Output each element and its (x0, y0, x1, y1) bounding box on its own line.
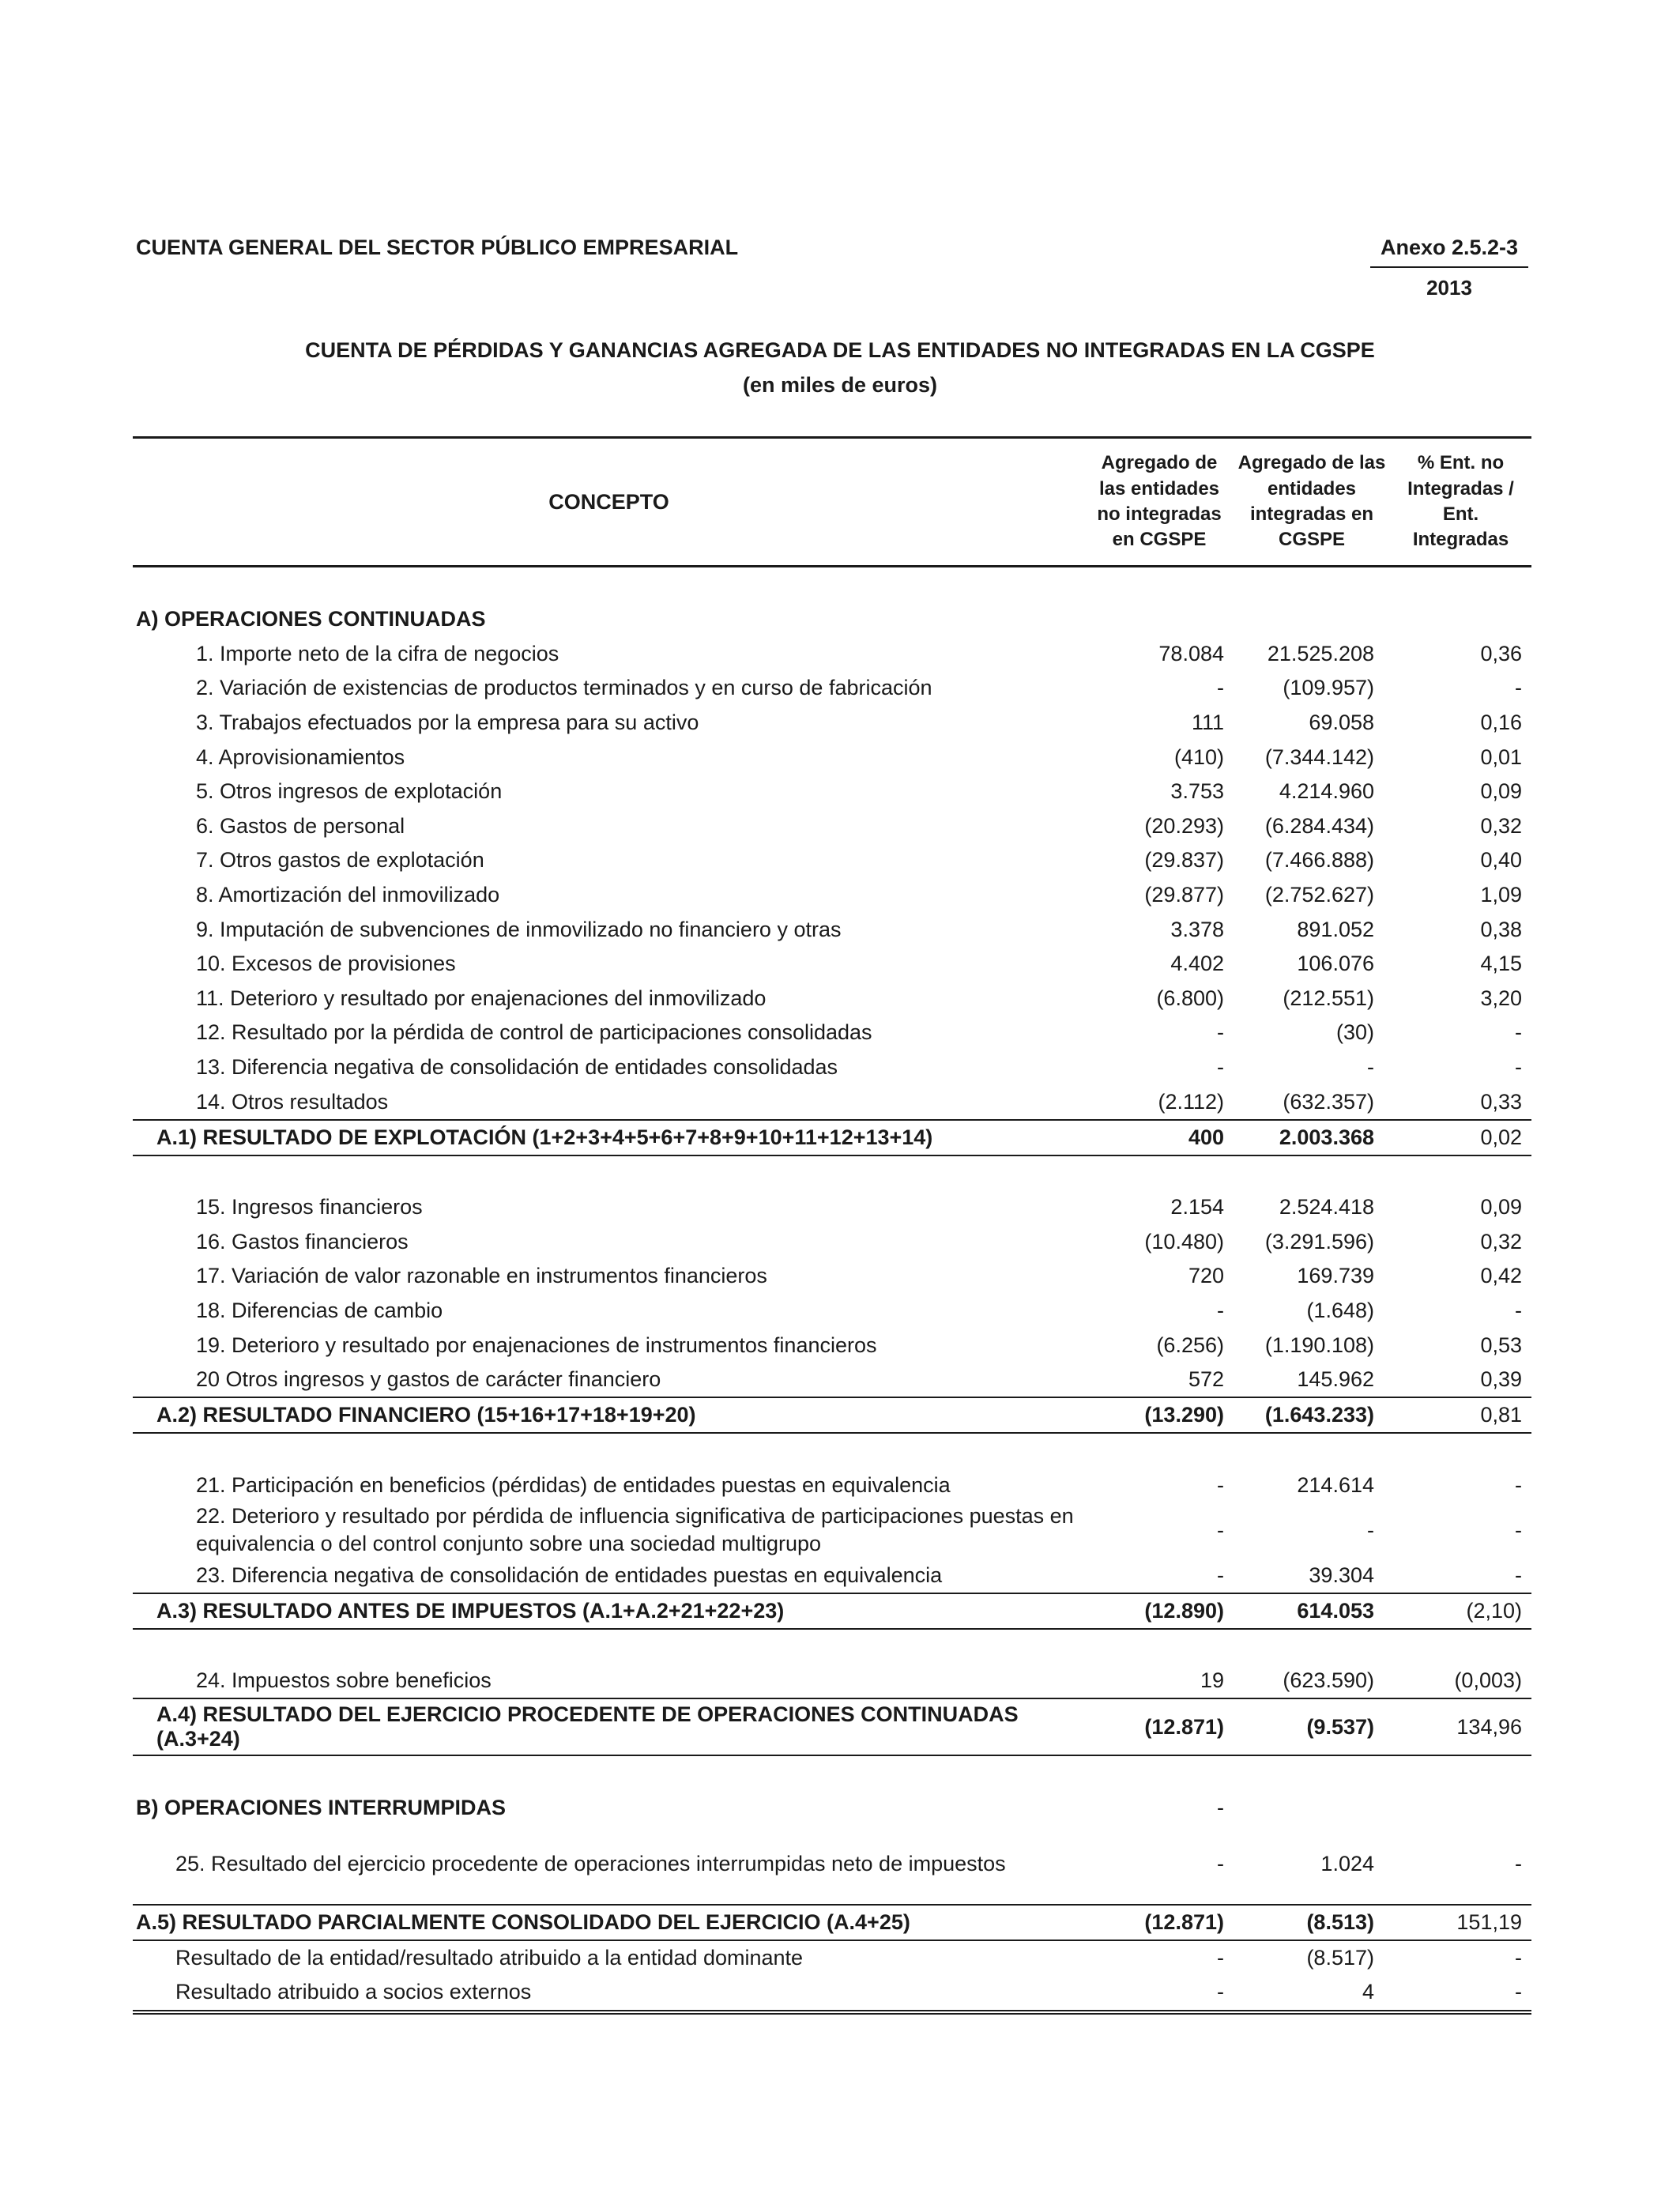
row-label: 14. Otros resultados (196, 1089, 389, 1114)
annex-label: Anexo 2.5.2-3 (1370, 236, 1528, 268)
column-header-percentage: % Ent. no Integradas / Ent. Integradas (1390, 438, 1531, 567)
table-row (133, 1468, 1531, 1502)
value-integrated: 106.076 (1297, 952, 1374, 976)
value-non-integrated: 111 (1191, 711, 1224, 735)
value-percentage: 3,20 (1480, 986, 1522, 1010)
value-integrated: 4 (1234, 1975, 1390, 2012)
value-percentage: 0,40 (1480, 848, 1522, 873)
column-header-integrated: Agregado de las entidades integradas en CGSPE (1234, 438, 1390, 567)
table-row (133, 1664, 1531, 1699)
total-percentage: 151,19 (1390, 1905, 1531, 1940)
value-non-integrated: - (1217, 1020, 1224, 1045)
value-percentage: - (1515, 1517, 1522, 1542)
value-integrated: (3.291.596) (1264, 1229, 1374, 1253)
section-value: - (1217, 1795, 1224, 1819)
table-row (133, 1016, 1531, 1050)
value-integrated: - (1367, 1054, 1374, 1079)
value-non-integrated: 78.084 (1158, 641, 1224, 665)
total-non-integrated: 400 (1085, 1120, 1234, 1155)
value-non-integrated: 3.753 (1170, 779, 1224, 804)
value-integrated: (7.466.888) (1264, 848, 1374, 873)
value-percentage: 1,09 (1480, 883, 1522, 907)
table-row (133, 1847, 1531, 1882)
section-title: B) OPERACIONES INTERRUMPIDAS (136, 1795, 507, 1819)
value-percentage: - (1515, 1563, 1522, 1587)
table-row (133, 843, 1531, 878)
value-percentage: 0,33 (1480, 1089, 1522, 1114)
value-percentage: - (1515, 1945, 1522, 1970)
row-label: 4. Aprovisionamientos (196, 745, 405, 769)
value-percentage: - (1515, 1298, 1522, 1322)
value-percentage: 0,36 (1480, 641, 1522, 665)
report-header: CUENTA GENERAL DEL SECTOR PÚBLICO EMPRESARIAL (136, 236, 739, 259)
total-percentage: (2,10) (1390, 1593, 1531, 1629)
value-integrated: (632.357) (1283, 1089, 1374, 1114)
value-percentage: 0,16 (1480, 711, 1522, 735)
value-percentage: 0,42 (1480, 1264, 1522, 1288)
value-non-integrated: (410) (1173, 745, 1224, 769)
column-header-concept: CONCEPTO (133, 438, 1085, 567)
value-non-integrated: - (1217, 1563, 1224, 1587)
value-integrated: (7.344.142) (1264, 745, 1374, 769)
table-row (133, 1225, 1531, 1260)
section-row (133, 1790, 1531, 1825)
total-integrated: 614.053 (1234, 1593, 1390, 1629)
value-non-integrated: (2.112) (1158, 1089, 1224, 1114)
total-non-integrated: (12.871) (1085, 1698, 1234, 1755)
table-header-row (133, 438, 1531, 567)
total-integrated: (9.537) (1234, 1698, 1390, 1755)
table-row (133, 1558, 1531, 1593)
row-label: Resultado de la entidad/resultado atribuido a la entidad dominante (175, 1945, 804, 1970)
row-label: 9. Imputación de subvenciones de inmovilizado no financiero y otras (196, 917, 842, 941)
value-integrated: - (1367, 1517, 1374, 1542)
table-row (133, 671, 1531, 706)
value-non-integrated: - (1217, 1852, 1224, 1876)
value-non-integrated: (29.837) (1144, 848, 1224, 873)
value-non-integrated: 19 (1200, 1668, 1224, 1693)
row-label: 15. Ingresos financieros (196, 1195, 423, 1220)
value-integrated: (109.957) (1283, 676, 1374, 700)
value-integrated: 169.739 (1297, 1264, 1374, 1288)
value-non-integrated: (6.800) (1156, 986, 1224, 1010)
value-non-integrated: - (1217, 676, 1224, 700)
row-label: 22. Deterioro y resultado por pérdida de influencia significativa de participaciones puestas en equivalencia o del control conjunto sobre una sociedad multigrupo (196, 1504, 1074, 1556)
value-percentage: 0,09 (1480, 779, 1522, 804)
value-non-integrated: 572 (1188, 1367, 1224, 1392)
value-integrated: 39.304 (1309, 1563, 1374, 1587)
row-label: 8. Amortización del inmovilizado (196, 883, 500, 907)
total-label: A.3) RESULTADO ANTES DE IMPUESTOS (A.1+A.2+21+22+23) (133, 1593, 1085, 1629)
value-integrated: (623.590) (1283, 1668, 1374, 1693)
value-non-integrated: 3.378 (1170, 917, 1224, 941)
value-integrated: 69.058 (1309, 711, 1374, 735)
row-label: 3. Trabajos efectuados por la empresa para su activo (196, 711, 699, 735)
total-row (133, 1698, 1531, 1755)
row-label: 10. Excesos de provisiones (196, 952, 456, 976)
table-row (133, 1363, 1531, 1398)
total-integrated: (8.513) (1234, 1905, 1390, 1940)
annex-year: 2013 (1426, 276, 1472, 300)
value-percentage: - (1515, 676, 1522, 700)
value-percentage: - (1390, 1975, 1531, 2012)
row-label: 19. Deterioro y resultado por enajenaciones de instrumentos financieros (196, 1333, 877, 1357)
document-title: CUENTA DE PÉRDIDAS Y GANANCIAS AGREGADA DE LAS ENTIDADES NO INTEGRADAS EN LA CGSPE (305, 338, 1375, 362)
total-percentage: 0,02 (1390, 1120, 1531, 1155)
value-non-integrated: - (1217, 1517, 1224, 1542)
value-non-integrated: 2.154 (1170, 1195, 1224, 1220)
table-row (133, 1259, 1531, 1294)
section-title: A) OPERACIONES CONTINUADAS (136, 607, 486, 631)
value-integrated: 4.214.960 (1279, 779, 1374, 804)
total-non-integrated: (12.871) (1085, 1905, 1234, 1940)
annex-block (1370, 236, 1528, 300)
value-integrated: (1.648) (1306, 1298, 1374, 1322)
row-label: 25. Resultado del ejercicio procedente de operaciones interrumpidas neto de impuestos (175, 1852, 1006, 1876)
total-percentage: 0,81 (1390, 1397, 1531, 1433)
column-header-non-integrated: Agregado de las entidades no integradas en CGSPE (1085, 438, 1234, 567)
total-row (133, 1593, 1531, 1629)
total-row (133, 1397, 1531, 1433)
total-row (133, 1905, 1531, 1940)
value-integrated: (212.551) (1283, 986, 1374, 1010)
value-integrated: (1.190.108) (1264, 1333, 1374, 1357)
value-percentage: 0,39 (1480, 1367, 1522, 1392)
row-label: 2. Variación de existencias de productos terminados y en curso de fabricación (196, 676, 932, 700)
value-percentage: 0,32 (1480, 813, 1522, 838)
total-row (133, 1120, 1531, 1155)
table-row (133, 947, 1531, 982)
value-non-integrated: 4.402 (1170, 952, 1224, 976)
row-label: 1. Importe neto de la cifra de negocios (196, 641, 559, 665)
value-integrated: (8.517) (1306, 1945, 1374, 1970)
table-row (133, 982, 1531, 1016)
total-label: A.4) RESULTADO DEL EJERCICIO PROCEDENTE DE OPERACIONES CONTINUADAS (A.3+24) (133, 1698, 1085, 1755)
value-integrated: 1.024 (1320, 1852, 1374, 1876)
table-row (133, 1294, 1531, 1329)
value-non-integrated: - (1085, 1975, 1234, 2012)
total-non-integrated: (13.290) (1085, 1397, 1234, 1433)
table-row (133, 809, 1531, 844)
table-row (133, 878, 1531, 913)
value-non-integrated: (6.256) (1156, 1333, 1224, 1357)
value-percentage: (0,003) (1454, 1668, 1522, 1693)
value-integrated: 2.524.418 (1279, 1195, 1374, 1220)
value-percentage: 4,15 (1480, 952, 1522, 976)
value-integrated: (2.752.627) (1264, 883, 1374, 907)
table-row (133, 637, 1531, 672)
value-non-integrated: (29.877) (1144, 883, 1224, 907)
value-percentage: - (1515, 1020, 1522, 1045)
row-label: Resultado atribuido a socios externos (133, 1975, 1085, 2012)
value-non-integrated: - (1217, 1945, 1224, 1970)
value-non-integrated: - (1217, 1472, 1224, 1497)
value-percentage: 0,01 (1480, 745, 1522, 769)
value-integrated: 891.052 (1297, 917, 1374, 941)
total-percentage: 134,96 (1390, 1698, 1531, 1755)
table-row (133, 1084, 1531, 1120)
value-non-integrated: - (1217, 1298, 1224, 1322)
row-label: 23. Diferencia negativa de consolidación de entidades puestas en equivalencia (196, 1563, 943, 1587)
value-integrated: 21.525.208 (1267, 641, 1374, 665)
document-subtitle: (en miles de euros) (742, 373, 938, 397)
row-label: 18. Diferencias de cambio (196, 1298, 443, 1322)
row-label: 20 Otros ingresos y gastos de carácter financiero (196, 1367, 661, 1392)
table-row (133, 1975, 1531, 2012)
table-row (133, 740, 1531, 775)
row-label: 21. Participación en beneficios (pérdidas) de entidades puestas en equivalencia (196, 1472, 951, 1497)
row-label: 6. Gastos de personal (196, 813, 405, 838)
value-integrated: (30) (1335, 1020, 1374, 1045)
row-label: 16. Gastos financieros (196, 1229, 409, 1253)
row-label: 11. Deterioro y resultado por enajenaciones del inmovilizado (196, 986, 767, 1010)
total-integrated: 2.003.368 (1234, 1120, 1390, 1155)
value-non-integrated: (10.480) (1144, 1229, 1224, 1253)
row-label: 5. Otros ingresos de explotación (196, 779, 503, 804)
table-row (133, 1940, 1531, 1976)
row-label: 17. Variación de valor razonable en instrumentos financieros (196, 1264, 767, 1288)
value-non-integrated: - (1217, 1054, 1224, 1079)
row-label: 12. Resultado por la pérdida de control de participaciones consolidadas (196, 1020, 872, 1045)
row-label: 7. Otros gastos de explotación (196, 848, 484, 873)
value-non-integrated: 720 (1188, 1264, 1224, 1288)
value-percentage: - (1515, 1852, 1522, 1876)
value-percentage: 0,09 (1480, 1195, 1522, 1220)
table-row (133, 775, 1531, 809)
row-label: 13. Diferencia negativa de consolidación de entidades consolidadas (196, 1054, 838, 1079)
table-row (133, 1190, 1531, 1225)
total-non-integrated: (12.890) (1085, 1593, 1234, 1629)
value-percentage: 0,32 (1480, 1229, 1522, 1253)
value-integrated: (6.284.434) (1264, 813, 1374, 838)
row-label: 24. Impuestos sobre beneficios (196, 1668, 492, 1693)
value-integrated: 145.962 (1297, 1367, 1374, 1392)
table-row (133, 1328, 1531, 1363)
income-statement-table (133, 436, 1531, 2015)
total-label: A.1) RESULTADO DE EXPLOTACIÓN (1+2+3+4+5+6+7+8+9+10+11+12+13+14) (133, 1120, 1085, 1155)
value-percentage: 0,38 (1480, 917, 1522, 941)
table-row (133, 706, 1531, 741)
value-integrated: 214.614 (1297, 1472, 1374, 1497)
table-row (133, 1050, 1531, 1085)
section-row (133, 602, 1531, 637)
total-label: A.5) RESULTADO PARCIALMENTE CONSOLIDADO DEL EJERCICIO (A.4+25) (133, 1905, 1085, 1940)
value-percentage: - (1515, 1054, 1522, 1079)
table-row (133, 912, 1531, 947)
table-row (133, 1502, 1531, 1558)
value-non-integrated: (20.293) (1144, 813, 1224, 838)
value-percentage: 0,53 (1480, 1333, 1522, 1357)
value-percentage: - (1515, 1472, 1522, 1497)
total-label: A.2) RESULTADO FINANCIERO (15+16+17+18+19+20) (133, 1397, 1085, 1433)
total-integrated: (1.643.233) (1234, 1397, 1390, 1433)
